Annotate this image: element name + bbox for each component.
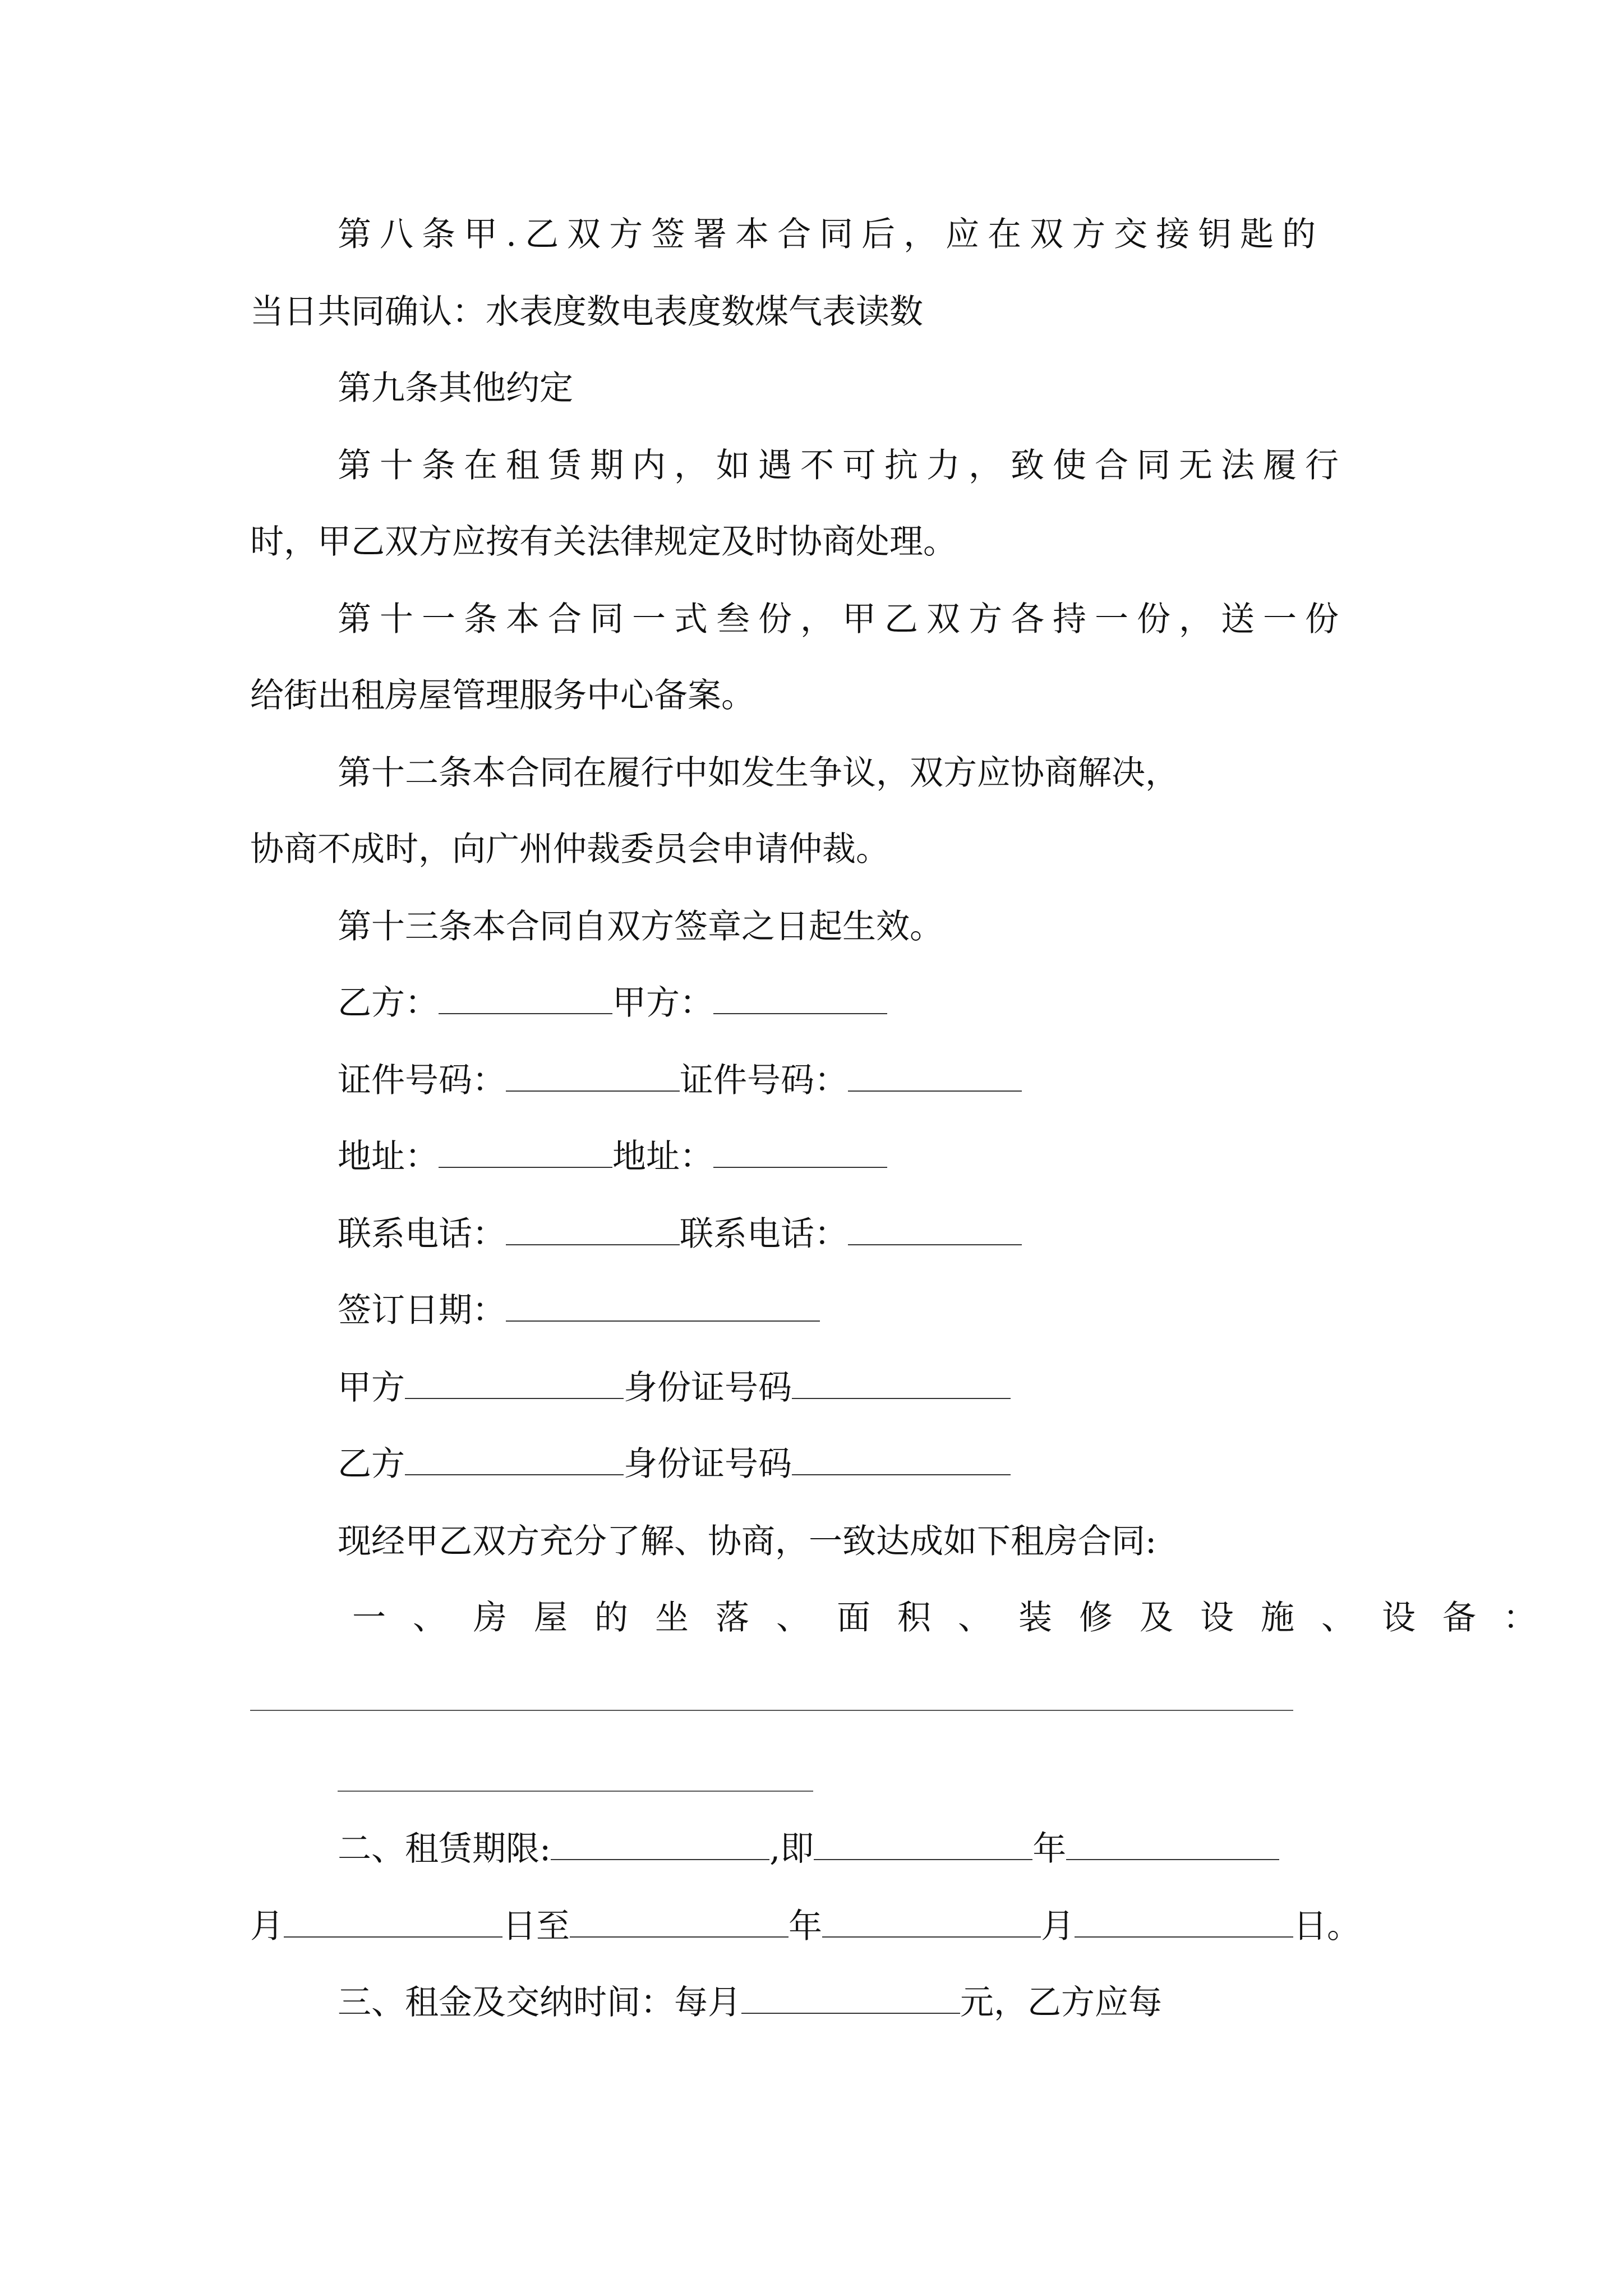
phone-a-label: 联系电话：: [680, 1214, 848, 1254]
address-a-blank[interactable]: [713, 1138, 887, 1168]
article-8-line-2: 当日共同确认：水表度数电表度数煤气表读数: [250, 292, 923, 332]
start-month-label: 月: [250, 1907, 284, 1946]
signature-party-row: [338, 983, 887, 1023]
sign-date-blank[interactable]: [506, 1291, 820, 1322]
term-blank[interactable]: [551, 1830, 769, 1860]
form-party-b-label: 乙方: [338, 1444, 405, 1484]
end-year-label: 年: [789, 1907, 822, 1946]
id-number-b-label: 证件号码：: [338, 1061, 506, 1100]
party-a-blank[interactable]: [713, 984, 887, 1014]
signature-id-row: [338, 1060, 1022, 1101]
start-day-blank[interactable]: [284, 1907, 502, 1938]
id-number-a-blank[interactable]: [848, 1061, 1022, 1092]
form-party-b-id-blank[interactable]: [792, 1445, 1011, 1475]
day-to-label: 日至: [502, 1907, 570, 1946]
article-11-line-1: 第十一条本合同一式叁份，甲乙双方各持一份，送一份: [338, 600, 1347, 639]
rent-yuan-label: 元，乙方应每: [960, 1983, 1162, 2022]
form-party-b-row: [338, 1444, 1011, 1484]
form-party-a-label: 甲方: [338, 1368, 405, 1407]
term-year-label: 年: [1032, 1829, 1067, 1869]
term-ji: ,即: [769, 1829, 814, 1869]
article-8-line-1: 第八条甲.乙双方签署本合同后，应在双方交接钥匙的: [338, 215, 1325, 254]
term-start-year-blank[interactable]: [814, 1830, 1032, 1860]
end-day-blank[interactable]: [1075, 1907, 1293, 1938]
address-a-label: 地址：: [612, 1137, 713, 1176]
item-3-rent-row: [338, 1982, 1162, 2023]
id-number-b-blank[interactable]: [506, 1061, 680, 1092]
item-2-dates-row: [250, 1906, 1361, 1947]
article-12-line-1: 第十二条本合同在履行中如发生争议，双方应协商解决，: [338, 753, 1179, 793]
rent-label: 三、租金及交纳时间：每月: [338, 1983, 741, 2022]
article-10-line-1: 第十条在租赁期内，如遇不可抗力，致使合同无法履行: [338, 446, 1347, 485]
end-month-blank[interactable]: [822, 1907, 1041, 1938]
end-month-label: 月: [1041, 1907, 1075, 1946]
signature-address-row: [338, 1137, 887, 1177]
form-party-a-row: [338, 1368, 1011, 1408]
rent-amount-blank[interactable]: [741, 1984, 960, 2014]
item-1-premises: 一、房屋的坐落、面积、装修及设施、设备：: [352, 1598, 1564, 1637]
term-label: 二、租赁期限:: [338, 1829, 551, 1869]
party-b-blank[interactable]: [439, 984, 612, 1014]
form-party-b-blank[interactable]: [405, 1445, 624, 1475]
form-party-a-id-blank[interactable]: [792, 1369, 1011, 1399]
form-party-b-id-label: 身份证号码: [624, 1444, 792, 1484]
contract-intro: 现经甲乙双方充分了解、协商，一致达成如下租房合同:: [338, 1522, 1157, 1561]
address-b-blank[interactable]: [439, 1138, 612, 1168]
end-year-blank[interactable]: [570, 1907, 789, 1938]
phone-a-blank[interactable]: [848, 1215, 1022, 1245]
phone-b-blank[interactable]: [506, 1215, 680, 1245]
article-13: 第十三条本合同自双方签章之日起生效。: [338, 907, 943, 946]
article-9: 第九条其他约定: [338, 369, 573, 408]
form-party-a-id-label: 身份证号码: [624, 1368, 792, 1407]
article-12-line-2: 协商不成时，向广州仲裁委员会申请仲裁。: [250, 830, 889, 869]
form-party-a-blank[interactable]: [405, 1369, 624, 1399]
party-a-label: 甲方：: [612, 983, 713, 1023]
end-day-label: 日。: [1293, 1907, 1361, 1946]
article-11-line-2: 给街出租房屋管理服务中心备案。: [250, 676, 755, 715]
term-start-month-blank[interactable]: [1066, 1830, 1279, 1860]
phone-b-label: 联系电话：: [338, 1214, 506, 1254]
signature-phone-row: [338, 1214, 1022, 1254]
item-2-term-row: [338, 1829, 1279, 1869]
sign-date-label: 签订日期：: [338, 1291, 506, 1330]
premises-blank-line-1[interactable]: [250, 1710, 1293, 1711]
signature-date-row: [338, 1290, 820, 1331]
party-b-label: 乙方：: [338, 983, 439, 1023]
id-number-a-label: 证件号码：: [680, 1061, 848, 1100]
address-b-label: 地址：: [338, 1137, 439, 1176]
premises-blank-line-2[interactable]: [338, 1791, 813, 1792]
article-10-line-2: 时，甲乙双方应按有关法律规定及时协商处理。: [250, 522, 957, 562]
